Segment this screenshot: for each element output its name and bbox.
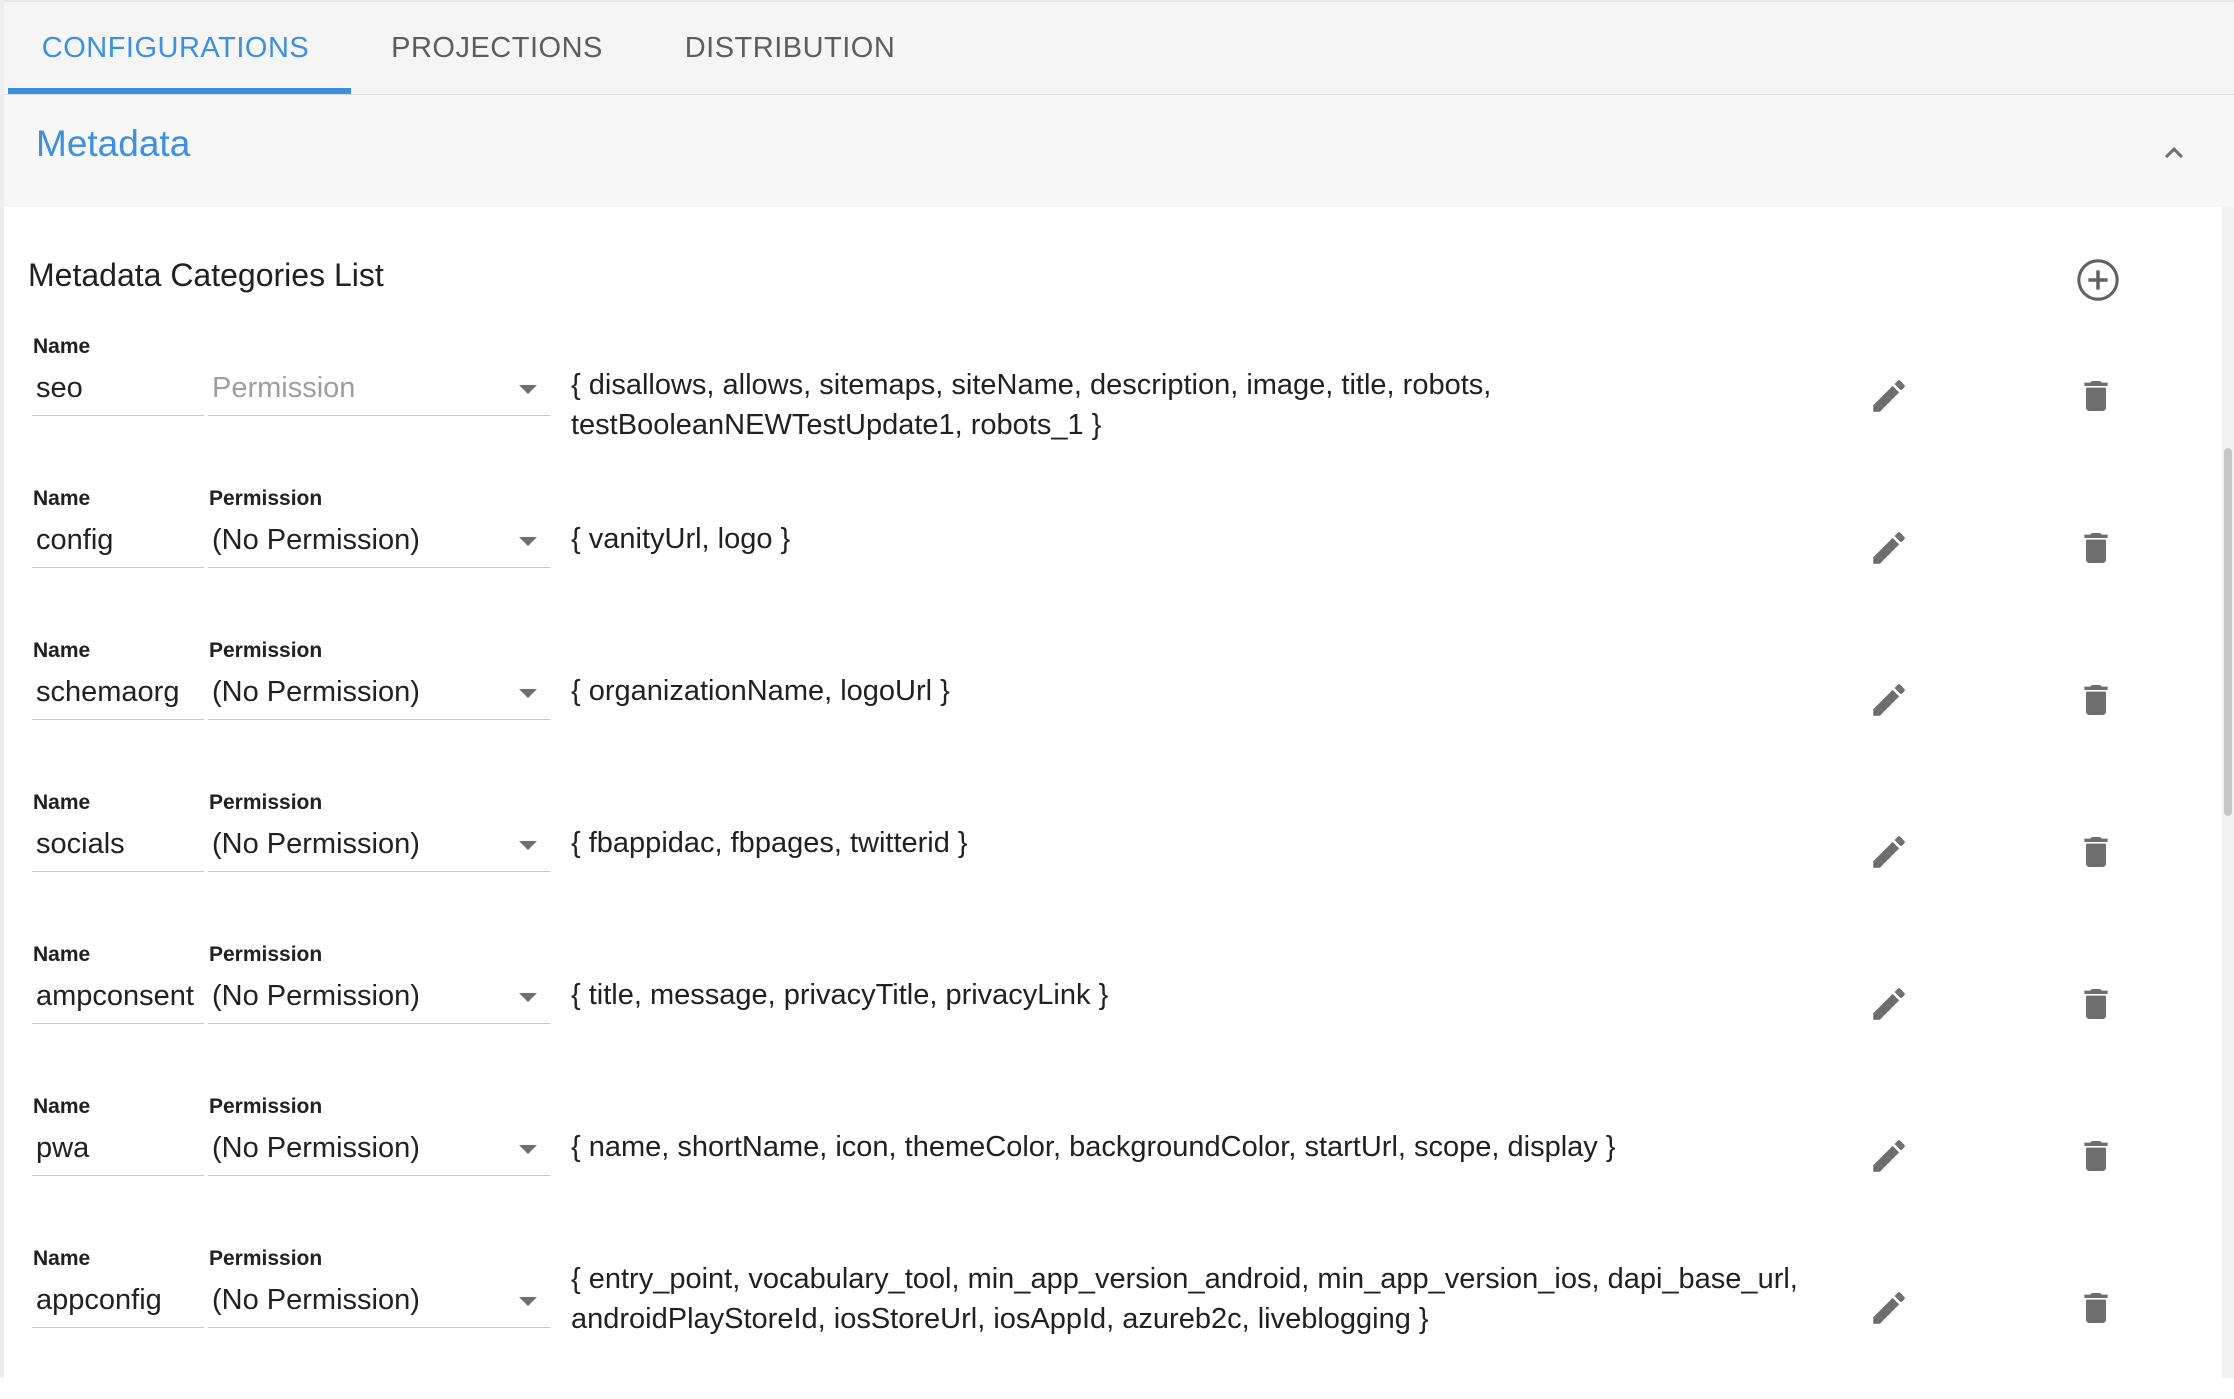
fields-line: androidPlayStoreId, iosStoreUrl, iosAppId, azureb2c, liveblogging }: [571, 1303, 1429, 1335]
permission-label: Permission: [209, 1095, 323, 1118]
name-field[interactable]: seo: [32, 361, 204, 416]
pencil-icon[interactable]: [1868, 527, 1910, 569]
dropdown-arrow-icon: [519, 385, 537, 394]
permission-select[interactable]: [208, 1273, 550, 1328]
permission-select[interactable]: [208, 969, 550, 1024]
category-fields: [571, 671, 1811, 711]
permission-label: Permission: [209, 791, 323, 814]
category-fields: [571, 823, 1811, 863]
category-fields: [571, 975, 1811, 1015]
trash-icon[interactable]: [2076, 1135, 2116, 1177]
category-row: [4, 943, 2204, 1095]
tab-distribution[interactable]: DISTRIBUTION: [684, 31, 896, 64]
permission-value: (No Permission): [212, 1284, 420, 1316]
category-fields: [571, 519, 1811, 559]
name-label: Name: [33, 1247, 91, 1270]
metadata-panel-header[interactable]: [4, 95, 2234, 207]
fields-line: testBooleanNEWTestUpdate1, robots_1 }: [571, 409, 1102, 441]
trash-icon[interactable]: [2076, 679, 2116, 721]
category-row: [4, 791, 2204, 943]
list-title: Metadata Categories List: [28, 257, 384, 293]
dropdown-arrow-icon: [519, 689, 537, 698]
chevron-up-icon[interactable]: [2156, 135, 2192, 171]
fields-line: { fbappidac, fbpages, twitterid }: [571, 827, 968, 859]
tab-configurations[interactable]: CONFIGURATIONS: [41, 31, 310, 64]
pencil-icon[interactable]: [1868, 1135, 1910, 1177]
category-row: [4, 1247, 2204, 1399]
name-label: Name: [33, 335, 91, 358]
permission-label: Permission: [209, 487, 323, 510]
dropdown-arrow-icon: [519, 1145, 537, 1154]
name-field[interactable]: schemaorg: [32, 665, 204, 720]
name-field[interactable]: socials: [32, 817, 204, 872]
trash-icon[interactable]: [2076, 1287, 2116, 1329]
category-row: [4, 335, 2204, 487]
pencil-icon[interactable]: [1868, 375, 1910, 417]
name-label: Name: [33, 639, 91, 662]
pencil-icon[interactable]: [1868, 831, 1910, 873]
name-label: Name: [33, 943, 91, 966]
name-label: Name: [33, 1095, 91, 1118]
fields-line: { name, shortName, icon, themeColor, backgroundColor, startUrl, scope, display }: [571, 1131, 1616, 1163]
permission-label: Permission: [209, 943, 323, 966]
tab-projections[interactable]: PROJECTIONS: [391, 31, 603, 64]
category-row: [4, 639, 2204, 791]
pencil-icon[interactable]: [1868, 1287, 1910, 1329]
dropdown-arrow-icon: [519, 1297, 537, 1306]
dropdown-arrow-icon: [519, 993, 537, 1002]
category-fields: [571, 365, 1811, 445]
name-field[interactable]: config: [32, 513, 204, 568]
fields-line: { disallows, allows, sitemaps, siteName, description, image, title, robots,: [571, 369, 1492, 401]
category-row: [4, 487, 2204, 639]
trash-icon[interactable]: [2076, 375, 2116, 417]
name-field[interactable]: ampconsent: [32, 969, 204, 1024]
active-tab-indicator: [8, 88, 351, 94]
dropdown-arrow-icon: [519, 537, 537, 546]
category-row: [4, 1095, 2204, 1247]
scrollbar-thumb[interactable]: [2224, 448, 2232, 816]
permission-value: (No Permission): [212, 1132, 420, 1164]
name-label: Name: [33, 487, 91, 510]
permission-select[interactable]: [208, 1121, 550, 1176]
add-circle-icon[interactable]: [2075, 257, 2121, 303]
dropdown-arrow-icon: [519, 841, 537, 850]
permission-value: (No Permission): [212, 980, 420, 1012]
tab-bar: [4, 2, 2234, 95]
trash-icon[interactable]: [2076, 527, 2116, 569]
permission-select[interactable]: [208, 513, 550, 568]
name-field[interactable]: pwa: [32, 1121, 204, 1176]
trash-icon[interactable]: [2076, 983, 2116, 1025]
permission-value: (No Permission): [212, 524, 420, 556]
category-fields: [571, 1259, 1811, 1339]
permission-label: Permission: [209, 1247, 323, 1270]
metadata-panel-content: [4, 207, 2204, 1378]
fields-line: { organizationName, logoUrl }: [571, 675, 950, 707]
category-fields: [571, 1127, 1811, 1167]
permission-label: Permission: [209, 639, 323, 662]
name-label: Name: [33, 791, 91, 814]
permission-value: (No Permission): [212, 676, 420, 708]
fields-line: { entry_point, vocabulary_tool, min_app_version_android, min_app_version_ios, dapi_base_url,: [571, 1263, 1798, 1295]
fields-line: { title, message, privacyTitle, privacyLink }: [571, 979, 1109, 1011]
permission-placeholder: Permission: [212, 372, 356, 404]
permission-select[interactable]: [208, 665, 550, 720]
permission-select[interactable]: [208, 817, 550, 872]
name-field[interactable]: appconfig: [32, 1273, 204, 1328]
fields-line: { vanityUrl, logo }: [571, 523, 791, 555]
trash-icon[interactable]: [2076, 831, 2116, 873]
permission-select[interactable]: [208, 361, 550, 416]
pencil-icon[interactable]: [1868, 983, 1910, 1025]
permission-value: (No Permission): [212, 828, 420, 860]
pencil-icon[interactable]: [1868, 679, 1910, 721]
panel-title: Metadata: [36, 123, 191, 164]
